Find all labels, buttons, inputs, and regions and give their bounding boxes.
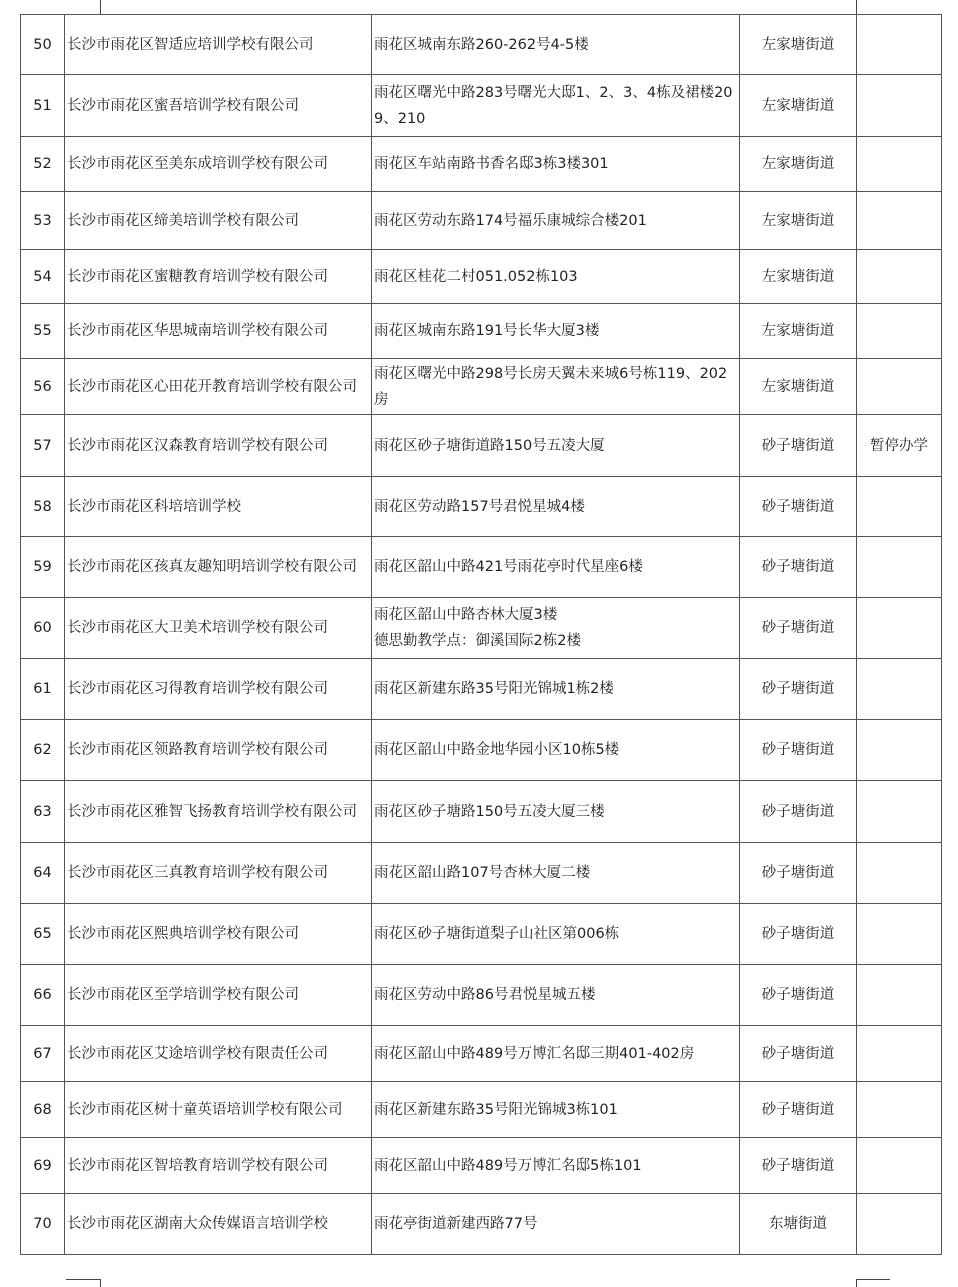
note-cell — [857, 15, 942, 75]
address-cell — [372, 75, 740, 137]
row-number: 70 — [21, 1194, 65, 1255]
note-cell — [857, 965, 942, 1026]
table-row — [21, 1194, 942, 1255]
note-cell — [857, 75, 942, 137]
table-row — [21, 659, 942, 720]
address-line: 雨花区城南东路260-262号4-5楼 — [374, 36, 589, 53]
school-name-cell: 长沙市雨花区雅智飞扬教育培训学校有限公司 — [65, 781, 372, 843]
street-cell: 砂子塘街道 — [740, 415, 857, 477]
note-cell — [857, 477, 942, 537]
address-cell — [372, 1138, 740, 1194]
row-number: 57 — [21, 415, 65, 477]
address-cell — [372, 1194, 740, 1255]
address-cell — [372, 250, 740, 304]
table-row — [21, 15, 942, 75]
street-cell: 左家塘街道 — [740, 192, 857, 250]
note-cell — [857, 1138, 942, 1194]
address-cell — [372, 537, 740, 598]
address-cell — [372, 598, 740, 659]
school-name-cell: 长沙市雨花区缔美培训学校有限公司 — [65, 192, 372, 250]
address-cell — [372, 304, 740, 359]
school-name-cell: 长沙市雨花区熙典培训学校有限公司 — [65, 904, 372, 965]
address-cell — [372, 477, 740, 537]
street-cell: 左家塘街道 — [740, 137, 857, 192]
crop-mark — [856, 1279, 890, 1280]
school-name-cell: 长沙市雨花区孩真友趣知明培训学校有限公司 — [65, 537, 372, 598]
row-number: 58 — [21, 477, 65, 537]
table-body — [21, 15, 942, 1255]
table-row — [21, 720, 942, 781]
address-line: 雨花区韶山路107号杏林大厦二楼 — [374, 865, 591, 881]
table-row — [21, 415, 942, 477]
note-cell — [857, 1026, 942, 1082]
table-row — [21, 598, 942, 659]
crop-mark — [100, 0, 101, 14]
address-line: 雨花区砂子塘路150号五凌大厦三楼 — [374, 803, 605, 820]
row-number: 64 — [21, 843, 65, 904]
table-row — [21, 250, 942, 304]
street-cell: 砂子塘街道 — [740, 659, 857, 720]
school-name-cell: 长沙市雨花区蜜吾培训学校有限公司 — [65, 75, 372, 137]
note-cell — [857, 843, 942, 904]
table-row — [21, 477, 942, 537]
note-cell — [857, 137, 942, 192]
street-cell: 砂子塘街道 — [740, 598, 857, 659]
note-cell — [857, 537, 942, 598]
street-cell: 砂子塘街道 — [740, 720, 857, 781]
school-name-cell: 长沙市雨花区湖南大众传媒语言培训学校 — [65, 1194, 372, 1255]
address-line: 雨花区城南东路191号长华大厦3楼 — [374, 323, 600, 339]
crop-mark — [66, 1279, 100, 1280]
address-line: 雨花亭街道新建西路77号 — [374, 1216, 538, 1232]
school-name-cell: 长沙市雨花区汉森教育培训学校有限公司 — [65, 415, 372, 477]
street-cell: 砂子塘街道 — [740, 1082, 857, 1138]
address-cell — [372, 192, 740, 250]
school-name-cell: 长沙市雨花区心田花开教育培训学校有限公司 — [65, 359, 372, 415]
note-cell — [857, 781, 942, 843]
row-number: 53 — [21, 192, 65, 250]
school-name-cell: 长沙市雨花区树十童英语培训学校有限公司 — [65, 1082, 372, 1138]
table-row — [21, 904, 942, 965]
address-cell — [372, 843, 740, 904]
table-row — [21, 965, 942, 1026]
table-row — [21, 1138, 942, 1194]
note-cell — [857, 359, 942, 415]
address-line: 雨花区劳动中路86号君悦星城五楼 — [374, 987, 596, 1003]
address-cell — [372, 720, 740, 781]
street-cell: 砂子塘街道 — [740, 781, 857, 843]
school-name-cell: 长沙市雨花区智培教育培训学校有限公司 — [65, 1138, 372, 1194]
street-cell: 砂子塘街道 — [740, 477, 857, 537]
row-number: 63 — [21, 781, 65, 843]
address-line: 雨花区劳动东路174号福乐康城综合楼201 — [374, 212, 647, 229]
address-line: 雨花区韶山中路489号万博汇名邸5栋101 — [374, 1157, 642, 1174]
row-number: 54 — [21, 250, 65, 304]
street-cell: 砂子塘街道 — [740, 965, 857, 1026]
address-line: 雨花区韶山中路421号雨花亭时代星座6楼 — [374, 559, 643, 575]
address-line: 雨花区韶山中路489号万博汇名邸三期401-402房 — [374, 1045, 695, 1062]
row-number: 56 — [21, 359, 65, 415]
table-row — [21, 843, 942, 904]
school-name-cell: 长沙市雨花区至美东成培训学校有限公司 — [65, 137, 372, 192]
row-number: 50 — [21, 15, 65, 75]
address-line: 雨花区砂子塘街道路150号五凌大厦 — [374, 437, 605, 454]
school-name-cell: 长沙市雨花区习得教育培训学校有限公司 — [65, 659, 372, 720]
school-name-cell: 长沙市雨花区华思城南培训学校有限公司 — [65, 304, 372, 359]
street-cell: 东塘街道 — [740, 1194, 857, 1255]
note-cell: 暂停办学 — [857, 415, 942, 477]
row-number: 61 — [21, 659, 65, 720]
address-line: 雨花区曙光中路298号长房天翼未来城6号栋119、202房 — [374, 365, 728, 408]
row-number: 65 — [21, 904, 65, 965]
school-name-cell: 长沙市雨花区领路教育培训学校有限公司 — [65, 720, 372, 781]
street-cell: 砂子塘街道 — [740, 843, 857, 904]
street-cell: 左家塘街道 — [740, 359, 857, 415]
street-cell: 砂子塘街道 — [740, 537, 857, 598]
row-number: 62 — [21, 720, 65, 781]
row-number: 66 — [21, 965, 65, 1026]
note-cell — [857, 250, 942, 304]
address-cell — [372, 1082, 740, 1138]
note-cell — [857, 598, 942, 659]
note-cell — [857, 192, 942, 250]
note-cell — [857, 659, 942, 720]
row-number: 67 — [21, 1026, 65, 1082]
school-list-table — [20, 14, 942, 1255]
note-cell — [857, 1082, 942, 1138]
address-cell — [372, 15, 740, 75]
address-line: 雨花区劳动路157号君悦星城4楼 — [374, 498, 585, 515]
note-cell — [857, 904, 942, 965]
page-bottom-crop-marks — [0, 1266, 958, 1286]
address-cell — [372, 415, 740, 477]
note-cell — [857, 720, 942, 781]
address-cell — [372, 965, 740, 1026]
row-number: 55 — [21, 304, 65, 359]
row-number: 51 — [21, 75, 65, 137]
school-name-cell: 长沙市雨花区艾途培训学校有限责任公司 — [65, 1026, 372, 1082]
street-cell: 砂子塘街道 — [740, 1026, 857, 1082]
address-cell — [372, 659, 740, 720]
school-name-cell: 长沙市雨花区蜜糖教育培训学校有限公司 — [65, 250, 372, 304]
table-row — [21, 304, 942, 359]
address-cell — [372, 1026, 740, 1082]
address-line: 德思勤教学点：御溪国际2栋2楼 — [374, 633, 581, 649]
address-line: 雨花区韶山中路金地华园小区10栋5楼 — [374, 742, 620, 758]
address-line: 雨花区新建东路35号阳光锦城3栋101 — [374, 1101, 618, 1118]
table-row — [21, 192, 942, 250]
street-cell: 砂子塘街道 — [740, 1138, 857, 1194]
school-name-cell: 长沙市雨花区大卫美术培训学校有限公司 — [65, 598, 372, 659]
row-number: 59 — [21, 537, 65, 598]
address-line: 雨花区车站南路书香名邸3栋3楼301 — [374, 156, 609, 172]
crop-mark — [856, 0, 857, 14]
address-line: 雨花区新建东路35号阳光锦城1栋2楼 — [374, 681, 614, 697]
table-row — [21, 1082, 942, 1138]
address-cell — [372, 781, 740, 843]
table-row — [21, 75, 942, 137]
address-line: 雨花区韶山中路杏林大厦3楼 — [374, 607, 558, 623]
row-number: 68 — [21, 1082, 65, 1138]
address-cell — [372, 137, 740, 192]
school-name-cell: 长沙市雨花区三真教育培训学校有限公司 — [65, 843, 372, 904]
school-name-cell: 长沙市雨花区至学培训学校有限公司 — [65, 965, 372, 1026]
table-row — [21, 1026, 942, 1082]
address-cell — [372, 904, 740, 965]
address-cell — [372, 359, 740, 415]
address-line: 雨花区桂花二村051.052栋103 — [374, 268, 578, 285]
row-number: 52 — [21, 137, 65, 192]
school-name-cell: 长沙市雨花区智适应培训学校有限公司 — [65, 15, 372, 75]
street-cell: 左家塘街道 — [740, 250, 857, 304]
address-line: 雨花区曙光中路283号曙光大邸1、2、3、4栋及裙楼209、210 — [374, 84, 733, 127]
row-number: 60 — [21, 598, 65, 659]
table-row — [21, 781, 942, 843]
note-cell — [857, 1194, 942, 1255]
table-row — [21, 359, 942, 415]
school-list-table-container — [20, 14, 940, 1255]
address-line: 雨花区砂子塘街道梨子山社区第006栋 — [374, 926, 620, 942]
street-cell: 左家塘街道 — [740, 15, 857, 75]
street-cell: 左家塘街道 — [740, 75, 857, 137]
note-cell — [857, 304, 942, 359]
table-row — [21, 137, 942, 192]
table-row — [21, 537, 942, 598]
school-name-cell: 长沙市雨花区科培培训学校 — [65, 477, 372, 537]
row-number: 69 — [21, 1138, 65, 1194]
street-cell: 左家塘街道 — [740, 304, 857, 359]
street-cell: 砂子塘街道 — [740, 904, 857, 965]
